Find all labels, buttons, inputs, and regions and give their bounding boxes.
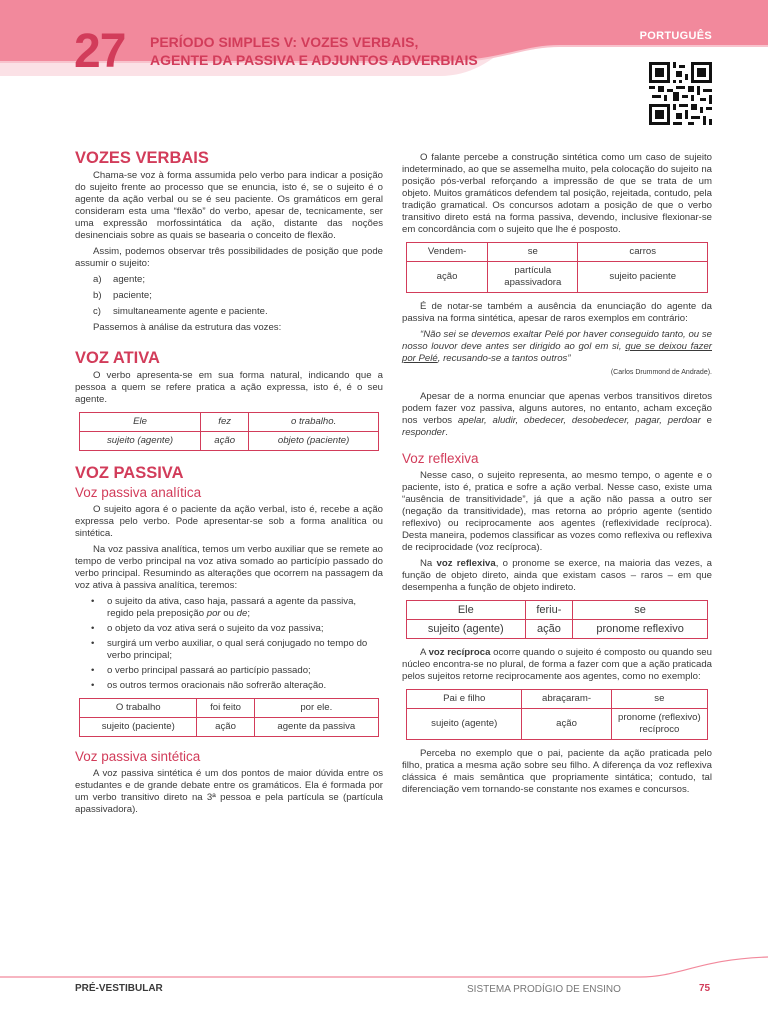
quote-citation: (Carlos Drummond de Andrade). [610,369,712,376]
list-item: • os outros termos oracionais não sofrerão alteração. [91,680,383,692]
heading-voz-ativa: VOZ ATIVA [75,349,160,367]
table-row: sujeito (paciente) ação agente da passiva [80,718,379,737]
table-row: sujeito (agente) ação pronome reflexivo [407,620,708,639]
table-row: Ele fez o trabalho. [80,413,379,432]
chapter-number: 27 [74,25,126,78]
table-row: ação partícula apassivadora sujeito paciente [407,262,708,293]
paragraph: Nesse caso, o sujeito representa, ao mesmo tempo, o agente e o paciente, isto é, pratica e sofre a ação verbal. Nesse caso, existe uma “ausência de transitividade”, já que a ação não passa a outro ser (negação da transitividade), mas retorna ao próprio agente (sentido reflexivo) ou reciprocamente aos agentes (reflexividade recíproca). Desta maneira, podemos classificar as vozes como reflexiva ou reflexiva de reciprocidade (voz recíproca). [402,470,712,553]
list-item: • surgirá um verbo auxiliar, o qual será conjugado no tempo do verbo principal; [91,638,383,662]
table-row: Vendem- se carros [407,243,708,262]
list-item: • o sujeito da ativa, caso haja, passará a agente da passiva, regido pela preposição por ou de; [91,596,383,620]
paragraph: Assim, podemos observar três possibilidades de posição que pode assumir o sujeito: [75,246,383,269]
heading-voz-passiva: VOZ PASSIVA [75,464,184,482]
table-voz-passiva [79,698,379,737]
paragraph: Na voz passiva analítica, temos um verbo auxiliar que se remete ao tempo de verbo principal na voz ativa somado ao particípio passado do verbo principal. Resumindo as alterações que ocorrem na passagem da voz ativa à passiva analítica, teremos: [75,544,383,591]
paragraph: O verbo apresenta-se em sua forma natural, indicando que a pessoa a quem se refere pratica a ação expressa, isto é, é o seu agente. [75,370,383,405]
quote: “Não sei se devemos exaltar Pelé por haver conseguido tanto, ou se nosso louvor deve antes ser dirigido ao gol em si, que se deixou fazer por Pelé, recusando-se a tantos outros” [402,329,712,364]
paragraph: Perceba no exemplo que o pai, paciente da ação praticada pelo filho, pratica a mesma ação sobre seu filho. A diferença da voz reflexiva clássica é mais semântica que propriamente sintática; contudo, tal diferenciação vem tornando-se constante nos exames e concursos. [402,748,712,795]
footer-line [0,955,768,985]
table-row: O trabalho foi feito por ele. [80,699,379,718]
footer-publisher: SISTEMA PRODÍGIO DE ENSINO [467,984,621,995]
right-column [402,152,712,800]
paragraph: Apesar de a norma enunciar que apenas verbos transitivos diretos podem fazer voz passiva, alguns autores, no entanto, acham exceção nos verbos apelar, aludir, obedecer, desobedecer, pagar, perdoar e responder. [402,391,712,438]
table-voz-ativa [79,412,379,451]
page-number: 75 [699,983,711,994]
paragraph: Chama-se voz à forma assumida pelo verbo para indicar a posição do sujeito frente ao processo que se enuncia, isto é, se o sujeito é o agente da ação verbal ou se é seu paciente. Os gramáticos em geral consideram esta uma “flexão” do verbo, apesar de, tecnicamente, ser uma expressão morfossintática da ação, distante das noções desinenciais sobre as quais se basearia o conceito de flexão. [75,170,383,241]
list-item: • o objeto da voz ativa será o sujeito da voz passiva; [91,623,383,635]
table-voz-sintetica [406,242,708,293]
table-row: sujeito (agente) ação pronome (reflexivo) recíproco [407,709,708,740]
paragraph: Passemos à análise da estrutura das vozes: [93,322,282,333]
qr-code-icon[interactable] [649,62,712,125]
left-column [75,149,383,820]
table-row: sujeito (agente) ação objeto (paciente) [80,432,379,451]
table-row: Pai e filho abraçaram- se [407,690,708,709]
heading-vozes-verbais: VOZES VERBAIS [75,149,209,167]
table-row: Ele feriu- se [407,601,708,620]
table-voz-reciproca [406,689,708,740]
table-voz-reflexiva [406,600,708,639]
chapter-title-line1: PERÍODO SIMPLES V: VOZES VERBAIS, [150,34,419,50]
paragraph: A voz passiva sintética é um dos pontos de maior dúvida entre os estudantes e de grande debate entre os gramáticos. Ela é formada por um verbo transitivo direto na 3ª pessoa e pela partícula se (partícula apassivadora). [75,768,383,815]
paragraph: O sujeito agora é o paciente da ação verbal, isto é, recebe a ação expressa pelo verbo. Pode apresentar-se sob a forma analítica ou sintética. [75,504,383,539]
subject-label: PORTUGUÊS [639,30,712,42]
heading-voz-passiva-sintetica: Voz passiva sintética [75,749,201,764]
changes-list [75,596,383,692]
footer-course: PRÉ-VESTIBULAR [75,983,163,994]
paragraph: A voz recíproca ocorre quando o sujeito é composto ou quando seu núcleo encontra-se no plural, de forma a fazer com que a ação praticada pelos sujeitos retorne reciprocamente aos agentes, como no exemplo: [402,647,712,682]
chapter-title-line2: AGENTE DA PASSIVA E ADJUNTOS ADVERBIAIS [150,52,478,68]
list-item: b) paciente; [93,290,152,301]
list-item: c) simultaneamente agente e paciente. [93,306,268,317]
list-item: • o verbo principal passará ao particípio passado; [91,665,383,677]
list-item: a) agente; [93,274,146,285]
paragraph: É de notar-se também a ausência da enunciação do agente da passiva na forma sintética, apesar de raros exemplos em contrário: [402,301,712,324]
heading-voz-reflexiva: Voz reflexiva [402,451,479,466]
paragraph: Na voz reflexiva, o pronome se exerce, na maioria das vezes, a função de objeto direto, ainda que existam casos – raros – em que desempenha a função de objeto indireto. [402,558,712,593]
subject-positions-list [75,274,383,318]
chapter-title [150,33,480,69]
heading-voz-passiva-analitica: Voz passiva analítica [75,485,202,500]
paragraph: O falante percebe a construção sintética como um caso de sujeito indeterminado, ao que se assemelha muito, pela colocação do sujeito na posição pós-verbal reforçando a impressão de que se trata de um objeto. Muitos gramáticos defendem tal posição, rejeitada, contudo, pela tradição gramatical. Os concursos adotam a posição de que o verbo transitivo direto está na forma passiva, devendo, inclusive flexionar-se em concordância com o sujeito que lhe é posposto. [402,152,712,235]
